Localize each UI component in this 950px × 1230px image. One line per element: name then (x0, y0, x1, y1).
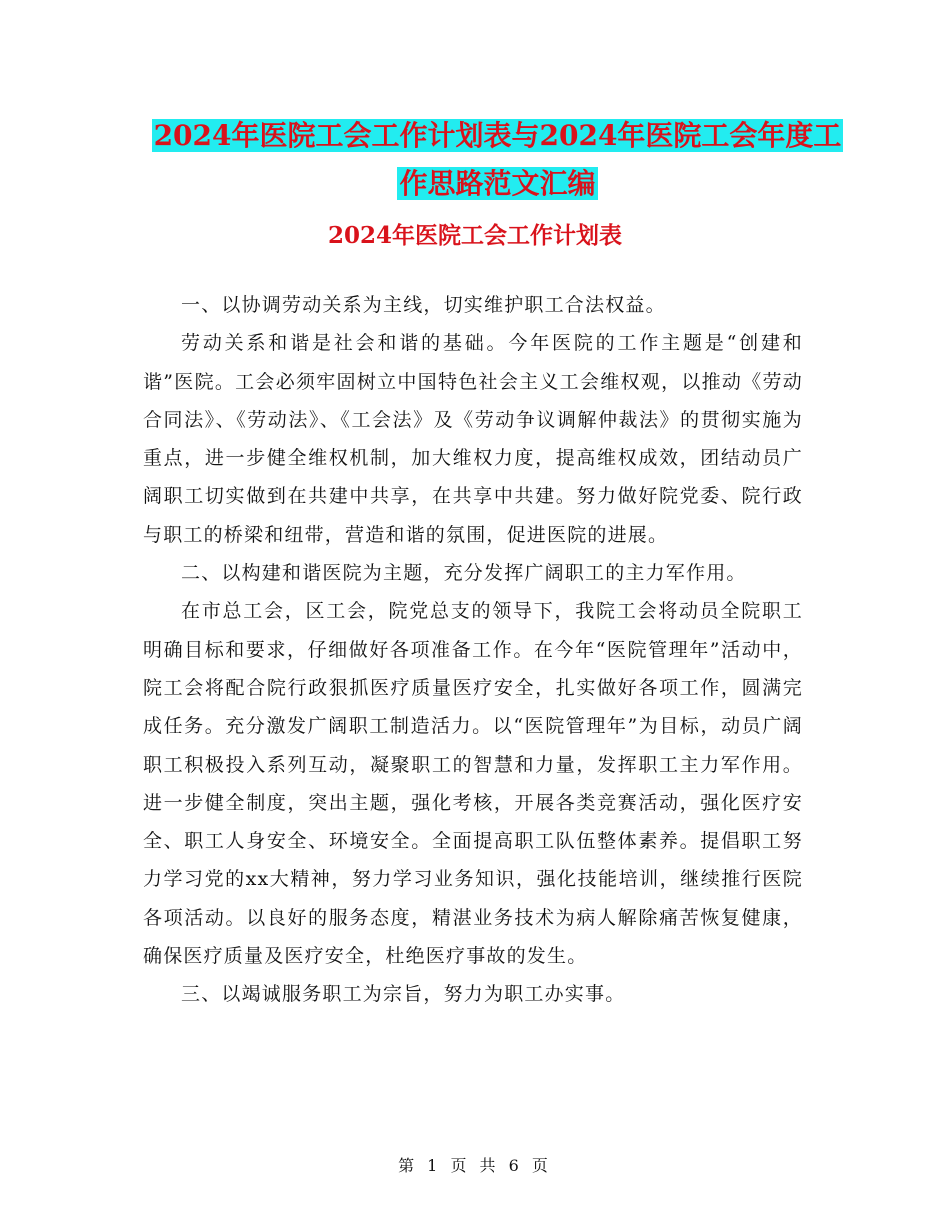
document-title (140, 112, 855, 208)
document-title-line-1: 2024年医院工会工作计划表与2024年医院工会年度工 (153, 119, 842, 152)
page-footer: 第 1 页 共 6 页 (398, 1156, 552, 1175)
paragraph: 在市总工会，区工会，院党总支的领导下，我院工会将动员全院职工明确目标和要求，仔细做好各项准备工作。在今年“医院管理年”活动中，院工会将配合院行政狠抓医疗质量医疗安全，扎实做好各项工作，圆满完成任务。充分激发广阔职工制造活力。以“医院管理年”为目标，动员广阔职工积极投入系列互动，凝聚职工的智慧和力量，发挥职工主力军作用。进一步健全制度，突出主题，强化考核，开展各类竞赛活动，强化医疗安全、职工人身安全、环境安全。全面提高职工队伍整体素养。提倡职工努力学习党的xx大精神，努力学习业务知识，强化技能培训，继续推行医院各项活动。以良好的服务态度，精湛业务技术为病人解除痛苦恢复健康，确保医疗质量及医疗安全，杜绝医疗事故的发生。 (143, 600, 803, 968)
paragraph-heading-3: 三、以竭诚服务职工为宗旨，努力为职工办实事。 (181, 983, 626, 1006)
section-title: 2024年医院工会工作计划表 (327, 222, 622, 249)
paragraph-heading-1: 一、以协调劳动关系为主线，切实维护职工合法权益。 (181, 294, 666, 316)
paragraph: 劳动关系和谐是社会和谐的基础。今年医院的工作主题是“创建和谐”医院。工会必须牢固树立中国特色社会主义工会维权观，以推动《劳动合同法》、《劳动法》、《工会法》及《劳动争议调解仲裁法》的贯彻实施为重点，进一步健全维权机制，加大维权力度，提高维权成效，团结动员广阔职工切实做到在共建中共享，在共享中共建。努力做好院党委、院行政与职工的桥梁和纽带，营造和谐的氛围，促进医院的进展。 (143, 332, 803, 546)
document-title-line-2: 作思路范文汇编 (399, 167, 596, 200)
paragraph-heading-2: 二、以构建和谐医院为主题，充分发挥广阔职工的主力军作用。 (181, 562, 747, 585)
document-body (143, 286, 803, 1014)
